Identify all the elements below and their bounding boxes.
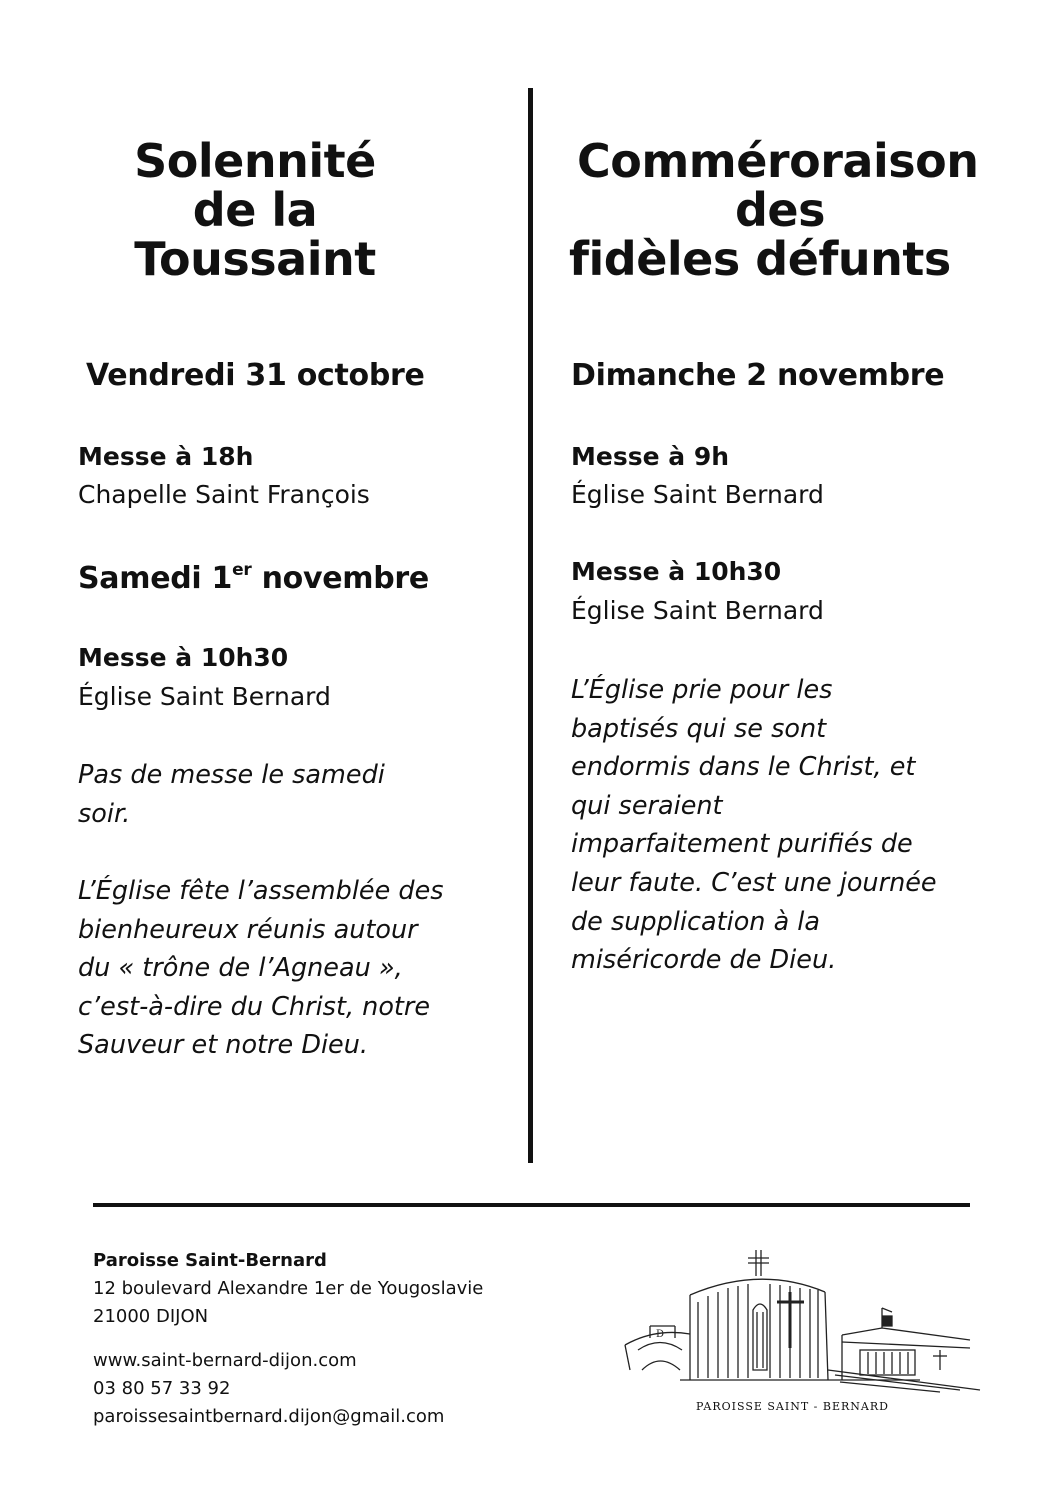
phone-number[interactable]: 03 80 57 33 92 bbox=[93, 1378, 231, 1399]
right-title-line-1: Comméroraison bbox=[577, 134, 979, 188]
left-note-2-line: bienheureux réunis autour bbox=[78, 914, 418, 945]
right-note-line: endormis dans le Christ, et bbox=[571, 752, 916, 783]
left-day-2-suffix: novembre bbox=[251, 561, 429, 596]
left-day-2-prefix: Samedi 1 bbox=[78, 561, 233, 596]
right-note-line: leur faute. C’est une journée bbox=[571, 867, 937, 898]
left-note-2-line: c’est-à-dire du Christ, notre bbox=[78, 991, 431, 1022]
right-place-1: Église Saint Bernard bbox=[571, 480, 824, 509]
parish-logo bbox=[620, 1240, 990, 1420]
left-note-2-line: du « trône de l’Agneau », bbox=[78, 953, 403, 984]
left-day-2-sup: er bbox=[232, 560, 252, 580]
logo-caption: PAROISSE SAINT - BERNARD bbox=[696, 1400, 889, 1413]
left-day-2 bbox=[78, 560, 429, 596]
left-note-2-line: L’Église fête l’assemblée des bbox=[78, 876, 444, 906]
right-note bbox=[571, 671, 937, 980]
email-link[interactable]: paroissesaintbernard.dijon@gmail.com bbox=[93, 1406, 445, 1427]
website-link[interactable]: www.saint-bernard-dijon.com bbox=[93, 1350, 357, 1371]
svg-text:D: D bbox=[656, 1329, 665, 1340]
right-place-2: Église Saint Bernard bbox=[571, 596, 824, 625]
address-line-2: 21000 DIJON bbox=[93, 1306, 209, 1327]
right-mass-2: Messe à 10h30 bbox=[571, 557, 782, 586]
church-drawing-icon bbox=[620, 1240, 990, 1420]
column-divider bbox=[528, 88, 533, 1163]
address-line-1: 12 boulevard Alexandre 1er de Yougoslavie bbox=[93, 1278, 484, 1299]
left-mass-2: Messe à 10h30 bbox=[78, 643, 289, 672]
left-title-line-1: Solennité bbox=[134, 134, 376, 188]
left-note-1-line: Pas de messe le samedi bbox=[78, 760, 385, 790]
left-place-2: Église Saint Bernard bbox=[78, 682, 331, 711]
left-note-2 bbox=[78, 872, 444, 1065]
left-mass-1: Messe à 18h bbox=[78, 442, 254, 471]
right-note-line: qui seraient bbox=[571, 790, 723, 821]
left-note-2-line: Sauveur et notre Dieu. bbox=[78, 1030, 369, 1061]
footer-rule bbox=[93, 1203, 970, 1207]
left-day-1: Vendredi 31 octobre bbox=[86, 358, 425, 393]
right-note-line: de supplication à la bbox=[571, 906, 821, 937]
left-title-line-3: Toussaint bbox=[134, 232, 376, 286]
right-title-line-3: fidèles défunts bbox=[569, 232, 951, 286]
right-note-line: imparfaitement purifiés de bbox=[571, 829, 913, 860]
left-title-line-2: de la bbox=[192, 183, 318, 237]
right-title-line-2: des bbox=[735, 183, 826, 237]
right-title bbox=[555, 134, 1015, 286]
right-note-line: miséricorde de Dieu. bbox=[571, 945, 837, 976]
footer-contact bbox=[93, 1247, 483, 1431]
left-title bbox=[80, 134, 430, 286]
right-note-line: baptisés qui se sont bbox=[571, 713, 827, 744]
left-place-1: Chapelle Saint François bbox=[78, 480, 370, 509]
left-note-1 bbox=[78, 756, 385, 833]
right-day: Dimanche 2 novembre bbox=[571, 358, 945, 393]
left-note-1-line: soir. bbox=[78, 798, 131, 829]
right-mass-1: Messe à 9h bbox=[571, 442, 730, 471]
parish-name: Paroisse Saint-Bernard bbox=[93, 1250, 327, 1271]
right-note-line: L’Église prie pour les bbox=[571, 675, 833, 705]
